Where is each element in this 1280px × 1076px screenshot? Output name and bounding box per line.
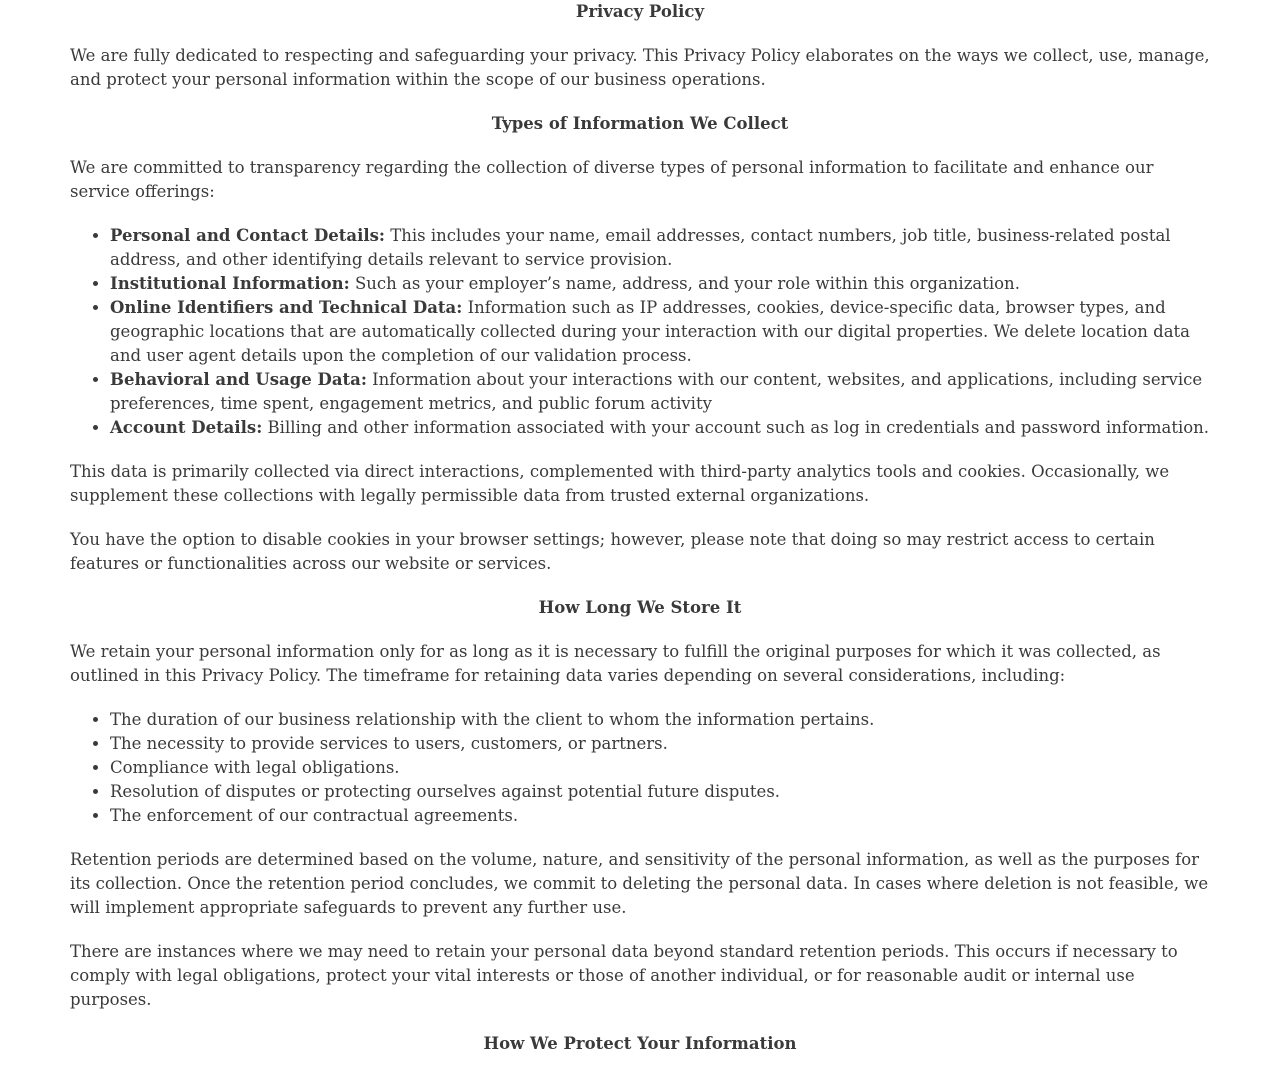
storage-intro-paragraph: We retain your personal information only for as long as it is necessary to fulfill the original purposes for which it was collected, as outlined in this Privacy Policy. The timeframe for retaining data varies depending on several considerations, including: xyxy=(70,642,1161,685)
list-item-label: Personal and Contact Details: xyxy=(110,226,386,245)
list-item xyxy=(110,368,1210,416)
protect-section-heading: How We Protect Your Information xyxy=(483,1034,797,1053)
list-item xyxy=(110,296,1210,368)
list-item-label: Behavioral and Usage Data: xyxy=(110,370,367,389)
list-item-label: Online Identifiers and Technical Data: xyxy=(110,298,463,317)
list-item-label: Account Details: xyxy=(110,418,263,437)
retention-factors-list xyxy=(70,708,1210,828)
list-item: • Resolution of disputes or protecting ourselves against potential future disputes. xyxy=(110,780,1210,804)
list-item-text: Information such as IP addresses, cookies, device-specific data, browser types, and geographic locations that are automatically collected during your interaction with our digital properties. We delete location data and user agent details upon the completion of our validation process. xyxy=(110,298,1191,365)
list-item: • Compliance with legal obligations. xyxy=(110,756,1210,780)
list-item-text: This includes your name, email addresses, contact numbers, job title, business-related postal address, and other identifying details relevant to service provision. xyxy=(110,226,1171,269)
list-item-text: Billing and other information associated with your account such as log in credentials and password information. xyxy=(262,418,1210,437)
page-title: Privacy Policy xyxy=(575,2,705,21)
list-item: • The enforcement of our contractual agreements. xyxy=(110,804,1210,828)
extended-retention-paragraph: There are instances where we may need to retain your personal data beyond standard retention periods. This occurs if necessary to comply with legal obligations, protect your vital interests or those of another individual, or for reasonable audit or internal use purposes. xyxy=(70,942,1178,1009)
list-item: • The necessity to provide services to users, customers, or partners. xyxy=(110,732,1210,756)
intro-paragraph: We are fully dedicated to respecting and safeguarding your privacy. This Privacy Policy elaborates on the ways we collect, use, manage, and protect your personal information within the scope of our business operations. xyxy=(70,46,1210,89)
storage-section-heading: How Long We Store It xyxy=(538,598,742,617)
collection-paragraph: This data is primarily collected via direct interactions, complemented with third-party analytics tools and cookies. Occasionally, we supplement these collections with legally permissible data from trusted external organizations. xyxy=(70,462,1170,505)
list-item xyxy=(110,272,1210,296)
privacy-policy-document xyxy=(70,0,1210,1076)
list-item-label: Institutional Information: xyxy=(110,274,350,293)
info-types-list xyxy=(70,224,1210,440)
list-item: • The duration of our business relationship with the client to whom the information pertains. xyxy=(110,708,1210,732)
list-item xyxy=(110,416,1210,440)
list-item-text: Such as your employer’s name, address, and your role within this organization. xyxy=(349,274,1020,293)
types-intro-paragraph: We are committed to transparency regarding the collection of diverse types of personal information to facilitate and enhance our service offerings: xyxy=(70,158,1154,201)
cookies-paragraph: You have the option to disable cookies in your browser settings; however, please note that doing so may restrict access to certain features or functionalities across our website or services. xyxy=(70,530,1155,573)
types-section-heading: Types of Information We Collect xyxy=(491,114,789,133)
retention-periods-paragraph: Retention periods are determined based on the volume, nature, and sensitivity of the personal information, as well as the purposes for its collection. Once the retention period concludes, we commit to deleting the personal data. In cases where deletion is not feasible, we will implement appropriate safeguards to prevent any further use. xyxy=(70,850,1209,917)
list-item xyxy=(110,224,1210,272)
list-item-text: Information about your interactions with our content, websites, and applications, including service preferences, time spent, engagement metrics, and public forum activity xyxy=(110,370,1203,413)
